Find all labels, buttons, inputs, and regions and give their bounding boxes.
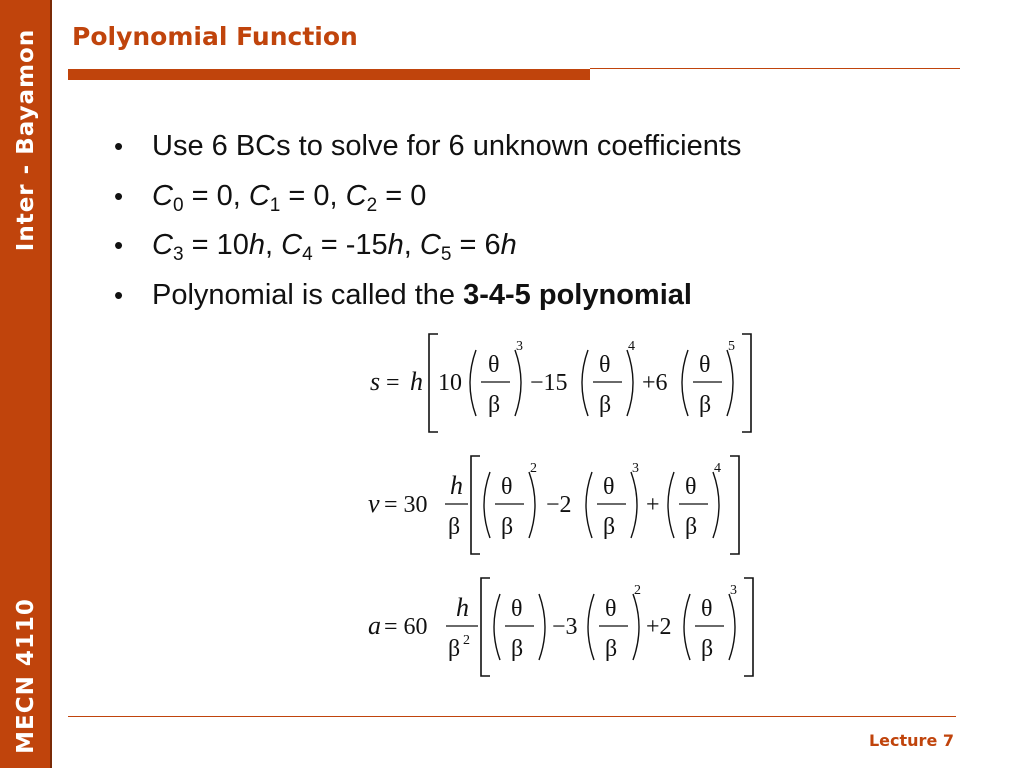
- coefficient-index: 0: [172, 194, 184, 216]
- exponent: 2: [634, 583, 641, 598]
- coefficient-value: = 0: [377, 179, 427, 212]
- bullet-dot-icon: •: [114, 279, 124, 310]
- right-bracket: [744, 578, 753, 676]
- eq-sign: =: [386, 370, 400, 396]
- separator: ,: [264, 229, 282, 261]
- title-underline-rule: [590, 68, 960, 69]
- left-bracket: [429, 334, 438, 432]
- left-paren: [484, 472, 490, 538]
- exponent: 4: [628, 339, 635, 354]
- left-bracket: [471, 456, 480, 554]
- coefficient-symbol: C: [152, 229, 173, 261]
- frac-den: β: [701, 636, 714, 662]
- right-bracket: [730, 456, 739, 554]
- eq-lhs: s: [370, 367, 381, 396]
- coefficient-index: 3: [172, 244, 184, 265]
- coefficient-index: 1: [269, 194, 281, 216]
- right-paren: [727, 350, 733, 416]
- coefficient-value: = 10: [183, 229, 249, 261]
- frac-num: θ: [685, 474, 697, 500]
- eq-coef: +: [646, 492, 660, 518]
- bullet-dot-icon: •: [114, 180, 124, 211]
- lecture-label: Lecture 7: [868, 731, 954, 750]
- frac-den: β: [448, 636, 461, 662]
- right-bracket: [742, 334, 751, 432]
- left-paren: [586, 472, 592, 538]
- eq-sign: = 30: [384, 492, 428, 518]
- left-paren: [588, 594, 594, 660]
- coefficient-index: 2: [366, 194, 378, 216]
- right-paren: [529, 472, 535, 538]
- eq-coef: −3: [552, 614, 578, 640]
- bullet-dot-icon: •: [114, 230, 124, 260]
- frac-num: θ: [501, 474, 513, 500]
- left-paren: [470, 350, 476, 416]
- coefficient-index: 5: [440, 244, 452, 265]
- bullet-item: [110, 176, 741, 226]
- coefficient-symbol: C: [281, 229, 303, 261]
- eq-coef: −15: [530, 370, 568, 396]
- coefficient-value: = -15: [312, 229, 388, 261]
- frac-num: θ: [605, 596, 617, 622]
- height-symbol: h: [248, 229, 265, 261]
- frac-den: β: [448, 514, 461, 540]
- right-paren: [713, 472, 719, 538]
- frac-den: β: [501, 514, 514, 540]
- frac-num: θ: [599, 352, 611, 378]
- eq-coef: +2: [646, 614, 672, 640]
- frac-num: θ: [511, 596, 523, 622]
- exponent: 2: [530, 461, 537, 476]
- sidebar: [0, 0, 52, 768]
- left-paren: [582, 350, 588, 416]
- exponent: 3: [632, 461, 639, 476]
- sidebar-institution-label: Inter - Bayamon: [13, 28, 39, 252]
- frac-num: θ: [701, 596, 713, 622]
- frac-num: θ: [488, 352, 500, 378]
- exponent: 3: [516, 339, 523, 354]
- eq-h: h: [410, 367, 423, 396]
- right-paren: [631, 472, 637, 538]
- bullet-item: [110, 275, 741, 325]
- left-bracket: [481, 578, 490, 676]
- bullet-text: Polynomial is called the: [152, 278, 464, 311]
- exponent: 3: [730, 583, 737, 598]
- bullet-emphasis: 3-4-5 polynomial: [463, 278, 692, 311]
- eq-lhs: a: [368, 611, 381, 640]
- footer-rule: [68, 716, 956, 717]
- left-paren: [668, 472, 674, 538]
- left-paren: [682, 350, 688, 416]
- right-paren: [539, 594, 545, 660]
- right-paren: [633, 594, 639, 660]
- frac-den: β: [605, 636, 618, 662]
- eq-coef: −2: [546, 492, 572, 518]
- exponent: 4: [714, 461, 721, 476]
- coefficient-value: = 0,: [280, 179, 346, 212]
- left-paren: [494, 594, 500, 660]
- frac-den: β: [599, 392, 612, 418]
- exponent: 2: [463, 633, 470, 648]
- separator: ,: [403, 229, 420, 261]
- coefficient-index: 4: [302, 244, 313, 265]
- displacement-equation: [340, 328, 780, 438]
- frac-den: β: [685, 514, 698, 540]
- coefficient-symbol: C: [152, 179, 173, 212]
- coefficient-value: = 6: [451, 229, 501, 261]
- coefficient-symbol: C: [419, 229, 441, 261]
- title-underline-bar: [68, 69, 590, 80]
- right-paren: [627, 350, 633, 416]
- bullet-list: [110, 126, 741, 324]
- frac-den: β: [699, 392, 712, 418]
- sidebar-edge: [50, 0, 52, 768]
- bullet-item: [110, 126, 741, 176]
- left-paren: [684, 594, 690, 660]
- bullet-text: Use 6 BCs to solve for 6 unknown coefficients: [152, 130, 742, 162]
- frac-den: β: [603, 514, 616, 540]
- coefficient-symbol: C: [248, 179, 270, 212]
- sidebar-course-label: MECN 4110: [13, 598, 39, 754]
- height-symbol: h: [500, 229, 517, 261]
- frac-den: β: [511, 636, 524, 662]
- frac-num: h: [450, 471, 463, 500]
- eq-sign: = 60: [384, 614, 428, 640]
- exponent: 5: [728, 339, 735, 354]
- slide-title: Polynomial Function: [72, 22, 358, 51]
- frac-num: h: [456, 593, 469, 622]
- coefficient-symbol: C: [345, 179, 367, 212]
- coefficient-value: = 0,: [183, 179, 249, 212]
- right-paren: [729, 594, 735, 660]
- eq-coef: 10: [438, 370, 462, 396]
- frac-num: θ: [603, 474, 615, 500]
- eq-coef: +6: [642, 370, 668, 396]
- velocity-equation: [340, 450, 780, 560]
- bullet-item: [110, 225, 741, 275]
- acceleration-equation: [340, 572, 780, 682]
- right-paren: [515, 350, 521, 416]
- bullet-dot-icon: •: [114, 131, 124, 161]
- frac-num: θ: [699, 352, 711, 378]
- eq-lhs: v: [368, 489, 380, 518]
- frac-den: β: [488, 392, 501, 418]
- height-symbol: h: [387, 229, 404, 261]
